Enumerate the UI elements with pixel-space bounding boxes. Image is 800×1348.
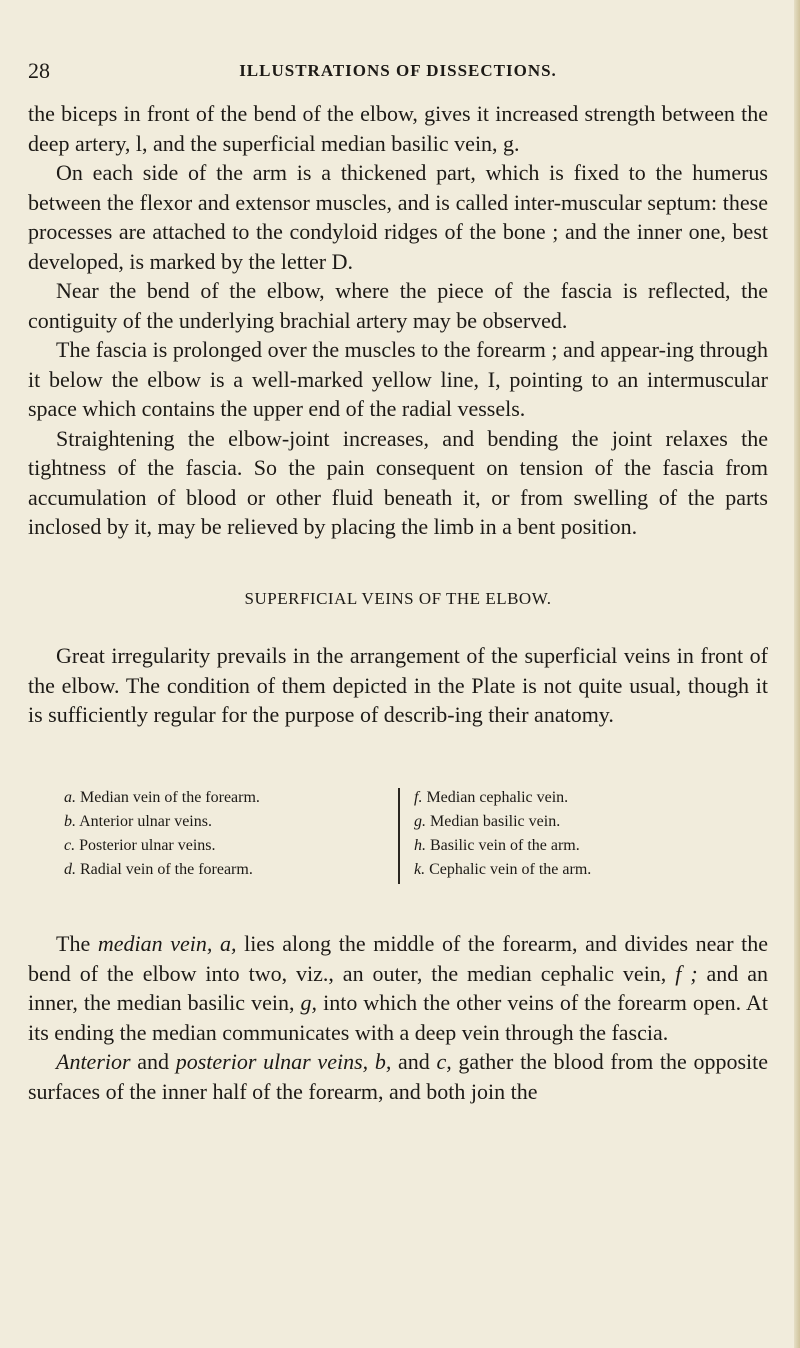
page-header (28, 58, 768, 88)
running-head: ILLUSTRATIONS OF DISSECTIONS. (239, 61, 557, 80)
legend-column-left (64, 786, 394, 882)
text-block-intro (28, 641, 768, 730)
paragraph: The median vein, a, lies along the middle of the forearm, and divides near the bend of the elbow into two, viz., an outer, the median cephalic vein, f ; and an inner, the median basilic vein, g, into which the other veins of the forearm open. At its ending the median communicates with a deep vein through the fascia. (28, 931, 769, 1045)
section-heading: SUPERFICIAL VEINS OF THE ELBOW. (244, 589, 552, 608)
legend-item: f. Median cephalic vein. (414, 789, 569, 806)
paragraph: The fascia is prolonged over the muscles to the forearm ; and appear-ing through it below the elbow is a well-marked yellow line, I, pointing to an intermuscular space which contains the upper end of the radial vessels. (28, 337, 768, 421)
figure-legend (64, 786, 764, 906)
legend-item: c. Posterior ulnar veins. (64, 837, 216, 854)
text-block-upper (28, 99, 768, 542)
paragraph: the biceps in front of the bend of the elbow, gives it increased strength between the deep artery, l, and the superficial median basilic vein, g. (28, 101, 768, 156)
paragraph: Straightening the elbow-joint increases, and bending the joint relaxes the tightness of the fascia. So the pain consequent on tension of the fascia from accumulation of blood or other fluid beneath it, or from swelling of the parts inclosed by it, may be relieved by placing the limb in a bent position. (28, 425, 768, 539)
legend-item: k. Cephalic vein of the arm. (414, 861, 592, 878)
legend-item: b. Anterior ulnar veins. (64, 813, 212, 830)
page-edge-shadow (794, 0, 800, 1348)
page-number: 28 (28, 58, 50, 83)
legend-column-right (414, 786, 754, 882)
paragraph: Great irregularity prevails in the arrangement of the superficial veins in front of the elbow. The condition of them depicted in the Plate is not quite usual, though it is sufficiently regular for the purpose of describ-ing their anatomy. (28, 643, 768, 727)
legend-item: d. Radial vein of the forearm. (64, 861, 253, 878)
text-block-lower (28, 929, 768, 1106)
paragraph: On each side of the arm is a thickened part, which is fixed to the humerus between the flexor and extensor muscles, and is called inter-muscular septum: these processes are attached to the condyloid ridges of the bone ; and the inner one, best developed, is marked by the letter D. (28, 160, 768, 274)
legend-item: a. Median vein of the forearm. (64, 789, 260, 806)
legend-divider (398, 788, 400, 884)
legend-item: g. Median basilic vein. (414, 813, 561, 830)
legend-item: h. Basilic vein of the arm. (414, 837, 580, 854)
paragraph: Anterior and posterior ulnar veins, b, and c, gather the blood from the opposite surfaces of the inner half of the forearm, and both join the (28, 1049, 769, 1104)
paragraph: Near the bend of the elbow, where the piece of the fascia is reflected, the contiguity of the underlying brachial artery may be observed. (28, 278, 768, 333)
